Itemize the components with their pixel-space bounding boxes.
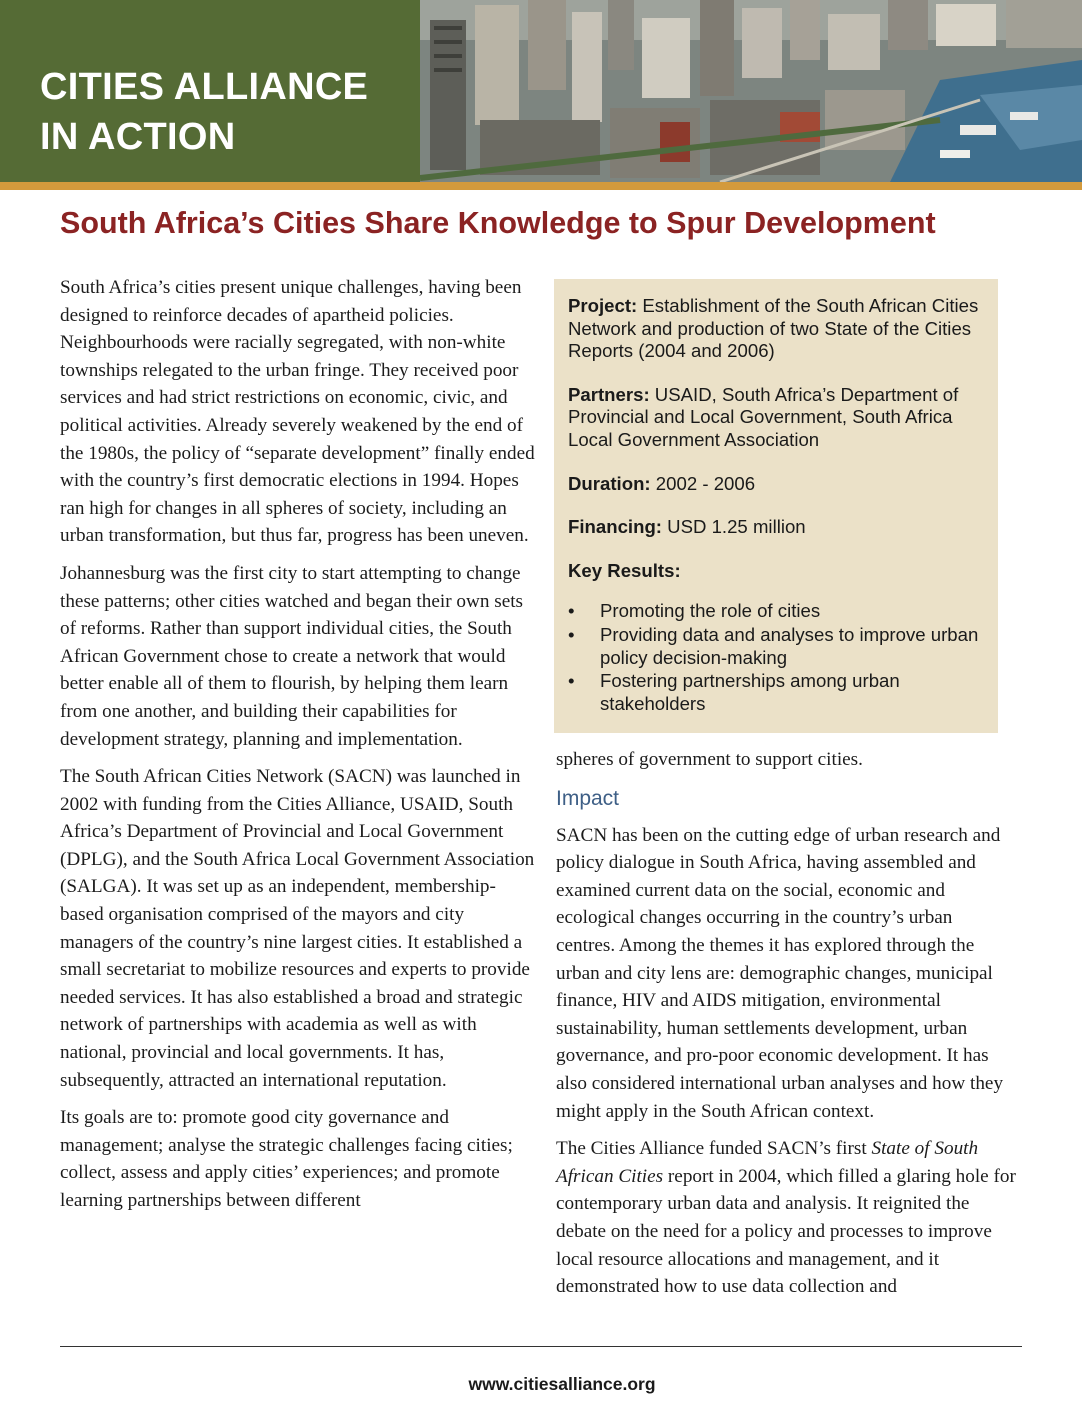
list-item: [568, 624, 984, 669]
impact-paragraph: SACN has been on the cutting edge of urban research and policy dialogue in South Africa, having assembled and examined current data on the social, economic and ecological changes occurring in the country’s urban centres. Among the themes it has explored through the urban and city lens are: demographic changes, municipal finance, HIV and AIDS mitigation, environmental sustainability, human settlements development, urban governance, and pro-poor economic development. It has also considered international urban analyses and how they might apply in the South African context.: [556, 824, 1004, 1122]
project-info-box: [554, 279, 998, 733]
page-headline: South Africa’s Cities Share Knowledge to Spur Development: [60, 206, 936, 240]
goals-paragraph: Its goals are to: promote good city governance and management; analyse the strategic challenges facing cities; collect, assess and apply cities’ experiences; and promote learning partnerships between different: [60, 1107, 513, 1211]
impact-heading: Impact: [556, 786, 620, 810]
key-results-entry: [568, 560, 984, 583]
key-results-label: Key Results:: [568, 559, 681, 581]
list-item: [568, 600, 984, 623]
duration-label: Duration:: [568, 472, 651, 494]
right-column: [556, 746, 1016, 1311]
financing-value: USD 1.25 million: [662, 516, 806, 538]
banner-title-panel: [0, 0, 420, 182]
key-results-list: [568, 600, 984, 715]
partners-value: USAID, South Africa’s Department of Provincial and Local Government, South Africa Local Government Association: [568, 383, 959, 450]
bullet-icon: •: [568, 600, 575, 622]
bullet-icon: •: [568, 623, 575, 645]
partners-label: Partners:: [568, 383, 650, 405]
banner-title-line-2: IN ACTION: [40, 116, 236, 158]
header-banner: [0, 0, 1082, 182]
key-result-text: Providing data and analyses to improve urban policy decision-making: [600, 623, 979, 668]
key-result-text: Fostering partnerships among urban stakeholders: [600, 670, 900, 714]
banner-title-line-1: CITIES ALLIANCE: [40, 66, 369, 108]
project-label: Project:: [568, 295, 638, 316]
duration-entry: [568, 473, 984, 496]
financing-label: Financing:: [568, 516, 662, 538]
footer-divider: [60, 1346, 1022, 1347]
state-of-cities-text-end: report in 2004, which filled a glaring hole for contemporary urban data and analysis. It reignited the debate on the need for a policy and processes to improve local resource allocations and management, and it demonstrated how to use data collection and: [556, 1165, 1016, 1298]
goals-continuation: spheres of government to support cities.: [556, 749, 863, 770]
city-aerial-photo: [420, 0, 1082, 182]
state-of-cities-paragraph: [556, 1135, 1016, 1301]
bullet-icon: •: [568, 670, 575, 692]
partners-entry: [568, 384, 984, 452]
johannesburg-paragraph: Johannesburg was the first city to start attempting to change these patterns; other cities watched and began their own sets of reforms. Rather than support individual cities, the South African Government chose to create a network that would better enable all of them to flourish, by helping them learn from one another, and building their capabilities for development strategy, planning and implementation.: [60, 562, 524, 750]
project-entry: [568, 295, 984, 363]
state-of-cities-text-start: The Cities Alliance funded SACN’s first: [556, 1138, 872, 1160]
footer-website-link[interactable]: www.citiesalliance.org: [468, 1374, 656, 1394]
project-value: Establishment of the South African Cities Network and production of two State of the Cities Reports (2004 and 2006): [568, 295, 979, 362]
duration-value: 2002 - 2006: [650, 472, 756, 494]
key-result-text: Promoting the role of cities: [600, 600, 821, 622]
left-column: [60, 274, 538, 1225]
list-item: [568, 670, 984, 715]
report-title: State of South African Cities: [556, 1138, 979, 1187]
financing-entry: [568, 516, 984, 539]
banner-title: [40, 62, 368, 162]
intro-paragraph: South Africa’s cities present unique challenges, having been designed to reinforce decades of apartheid policies. Neighbourhoods were racially segregated, with non-white townships relegated to the urban fringe. They received poor services and had strict restrictions on economic, civic, and political activities. Already severely weakened by the end of the 1980s, the policy of “separate development” finally ended with the country’s first democratic elections in 1994. Hopes ran high for changes in all spheres of society, including an urban transformation, but thus far, progress has been uneven.: [60, 277, 535, 547]
banner-accent-stripe: [0, 182, 1082, 190]
sacn-paragraph: The South African Cities Network (SACN) was launched in 2002 with funding from the Cities Alliance, USAID, South Africa’s Department of Provincial and Local Government (DPLG), and the South Africa Local Government Association (SALGA). It was set up as an independent, membership-based organisation comprised of the mayors and city managers of the country’s nine largest cities. It established a small secretariat to mobilize resources and experts to provide needed services. It has also established a broad and strategic network of partnerships with academia as well as with national, provincial and local governments. It has, subsequently, attracted an international reputation.: [60, 766, 535, 1091]
